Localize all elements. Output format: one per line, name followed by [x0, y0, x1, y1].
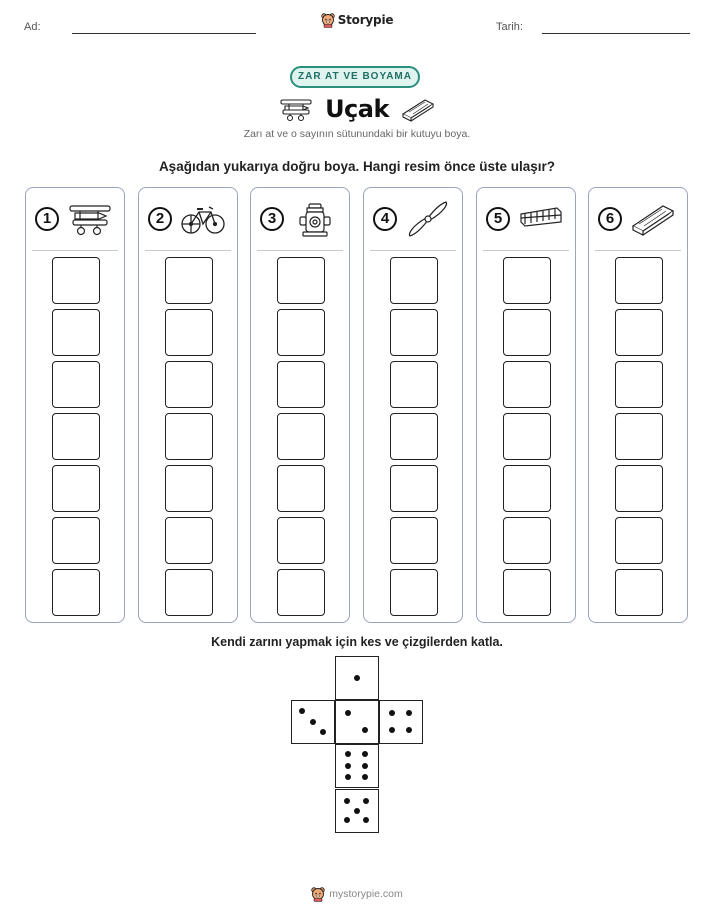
- dice-pip: [354, 675, 360, 681]
- color-box[interactable]: [277, 569, 325, 616]
- color-box[interactable]: [52, 309, 100, 356]
- cut-instruction: Kendi zarını yapmak için kes ve çizgilerden katla.: [211, 635, 503, 649]
- dice-pip: [345, 763, 351, 769]
- color-box[interactable]: [277, 517, 325, 564]
- propeller-icon: [404, 200, 452, 238]
- color-box[interactable]: [615, 361, 663, 408]
- dice-pip: [299, 708, 305, 714]
- dice-face-6: [335, 744, 379, 788]
- color-box[interactable]: [277, 465, 325, 512]
- color-box[interactable]: [165, 309, 213, 356]
- color-box[interactable]: [615, 465, 663, 512]
- biplane-icon: [279, 96, 313, 122]
- column-header: [139, 200, 237, 240]
- column-header: [477, 200, 575, 240]
- footer: [0, 886, 714, 907]
- column-number: 2: [148, 207, 172, 231]
- column-header: [589, 200, 687, 240]
- column-divider: [32, 250, 118, 251]
- color-box[interactable]: [52, 517, 100, 564]
- column-number: 4: [373, 207, 397, 231]
- dice-pip: [363, 817, 369, 823]
- column-3: [250, 187, 350, 623]
- bear-logo-icon: [311, 886, 325, 902]
- color-box[interactable]: [390, 309, 438, 356]
- biplane-icon: [66, 200, 114, 238]
- title-row: [0, 92, 714, 126]
- color-box[interactable]: [165, 257, 213, 304]
- dice-pip: [362, 763, 368, 769]
- dice-pip: [362, 774, 368, 780]
- color-box[interactable]: [390, 361, 438, 408]
- dice-face-5: [335, 789, 379, 833]
- subtitle: Zarı at ve o sayının sütunundaki bir kutuyu boya.: [243, 128, 471, 140]
- brand-name: Storypie: [337, 13, 394, 27]
- color-box[interactable]: [390, 465, 438, 512]
- dice-pip: [344, 817, 350, 823]
- dice-pip: [362, 751, 368, 757]
- dice-pip: [406, 710, 412, 716]
- column-divider: [145, 250, 231, 251]
- instruction: Aşağıdan yukarıya doğru boya. Hangi resim önce üste ulaşır?: [158, 159, 556, 174]
- color-box[interactable]: [615, 309, 663, 356]
- dice-face-2: [335, 700, 379, 744]
- dice-pip: [310, 719, 316, 725]
- column-number: 6: [598, 207, 622, 231]
- column-number: 3: [260, 207, 284, 231]
- column-divider: [595, 250, 681, 251]
- brand-logo: [0, 12, 714, 33]
- color-box[interactable]: [165, 517, 213, 564]
- color-box[interactable]: [52, 569, 100, 616]
- color-box[interactable]: [615, 257, 663, 304]
- color-box[interactable]: [390, 257, 438, 304]
- color-box[interactable]: [503, 361, 551, 408]
- page-title: Uçak: [325, 95, 389, 123]
- color-box[interactable]: [503, 465, 551, 512]
- column-header: [26, 200, 124, 240]
- bear-logo-icon: [321, 12, 335, 28]
- color-box[interactable]: [52, 361, 100, 408]
- color-box[interactable]: [503, 309, 551, 356]
- dice-pip: [344, 798, 350, 804]
- column-5: [476, 187, 576, 623]
- color-box[interactable]: [503, 413, 551, 460]
- dice-pip: [406, 727, 412, 733]
- fire-hydrant-icon: [291, 200, 339, 238]
- color-box[interactable]: [390, 413, 438, 460]
- dice-pip: [345, 710, 351, 716]
- dice-face-4: [379, 700, 423, 744]
- dice-face-3: [291, 700, 335, 744]
- color-box[interactable]: [503, 569, 551, 616]
- color-box[interactable]: [615, 569, 663, 616]
- color-box[interactable]: [277, 257, 325, 304]
- column-number: 1: [35, 207, 59, 231]
- date-label: Tarih:: [496, 21, 523, 33]
- color-box[interactable]: [503, 517, 551, 564]
- column-2: [138, 187, 238, 623]
- name-line[interactable]: [72, 33, 256, 34]
- dice-pip: [389, 727, 395, 733]
- color-box[interactable]: [165, 361, 213, 408]
- bicycle-icon: [179, 200, 227, 238]
- dice-pip: [362, 727, 368, 733]
- dice-pip: [345, 751, 351, 757]
- dice-face-1: [335, 656, 379, 700]
- column-6: [588, 187, 688, 623]
- wooden-plank-icon: [401, 96, 435, 122]
- column-1: [25, 187, 125, 623]
- color-box[interactable]: [615, 413, 663, 460]
- color-box[interactable]: [390, 517, 438, 564]
- color-box[interactable]: [615, 517, 663, 564]
- column-header: [251, 200, 349, 240]
- column-4: [363, 187, 463, 623]
- color-box[interactable]: [277, 361, 325, 408]
- color-box[interactable]: [52, 413, 100, 460]
- color-box[interactable]: [390, 569, 438, 616]
- dice-pip: [363, 798, 369, 804]
- color-box[interactable]: [165, 569, 213, 616]
- color-box[interactable]: [165, 413, 213, 460]
- activity-badge: ZAR AT VE BOYAMA: [290, 66, 420, 88]
- column-divider: [370, 250, 456, 251]
- footer-url: mystorypie.com: [329, 888, 403, 900]
- wooden-plank-icon: [629, 200, 677, 238]
- dice-pip: [354, 808, 360, 814]
- dice-pip: [389, 710, 395, 716]
- name-label: Ad:: [24, 21, 41, 33]
- column-number: 5: [486, 207, 510, 231]
- column-divider: [483, 250, 569, 251]
- color-box[interactable]: [277, 413, 325, 460]
- dice-pip: [345, 774, 351, 780]
- wing-icon: [517, 200, 565, 238]
- color-box[interactable]: [277, 309, 325, 356]
- column-header: [364, 200, 462, 240]
- dice-pip: [320, 729, 326, 735]
- color-box[interactable]: [52, 465, 100, 512]
- color-box[interactable]: [165, 465, 213, 512]
- color-box[interactable]: [52, 257, 100, 304]
- column-divider: [257, 250, 343, 251]
- date-line[interactable]: [542, 33, 690, 34]
- color-box[interactable]: [503, 257, 551, 304]
